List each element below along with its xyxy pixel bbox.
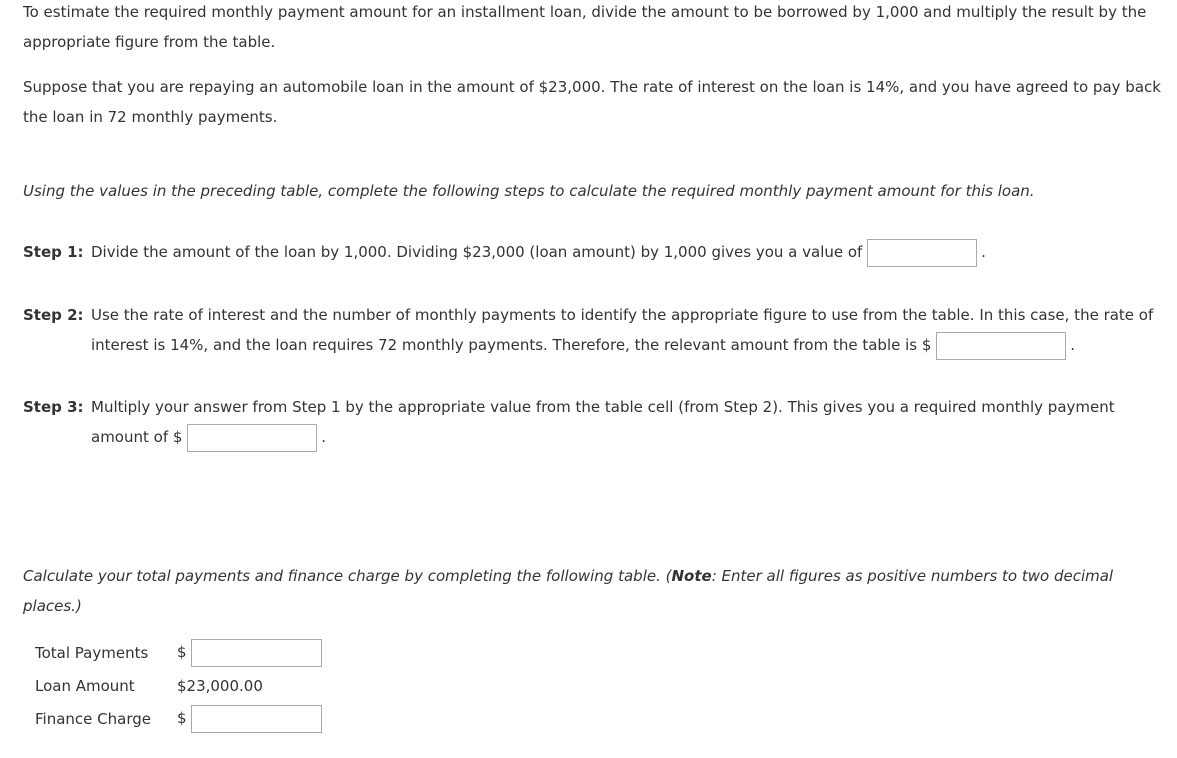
total-payments-input[interactable]	[191, 639, 322, 667]
table-row	[29, 636, 328, 669]
step-1	[23, 237, 1168, 267]
summary-table	[29, 636, 328, 735]
step-1-answer-input[interactable]	[867, 239, 977, 267]
step-2-text-line1: Use the rate of interest and the number of monthly payments to identify the appropriate figure to use from the table. In this case, the rate of	[91, 306, 1154, 324]
loan-amount-value: $23,000.00	[176, 676, 263, 695]
step-2	[23, 300, 1168, 360]
calc-note-label: Note	[671, 567, 712, 585]
finance-charge-input[interactable]	[191, 705, 322, 733]
step-2-period: .	[1070, 336, 1075, 354]
total-payments-dollar: $	[176, 643, 187, 661]
step-2-answer-input[interactable]	[936, 332, 1066, 360]
step-1-period: .	[981, 243, 986, 261]
finance-charge-dollar: $	[176, 709, 187, 727]
step-2-label: Step 2:	[23, 306, 84, 324]
calc-instructions-pre: Calculate your total payments and finance charge by completing the following table. (	[23, 567, 672, 585]
calc-instructions	[23, 561, 1163, 621]
step-1-text: Divide the amount of the loan by 1,000. Dividing $23,000 (loan amount) by 1,000 gives you a value of	[91, 243, 863, 261]
finance-charge-cell	[171, 702, 328, 735]
step-3-text-line1: Multiply your answer from Step 1 by the appropriate value from the table cell (from Step 2). This gives you a required monthly payment	[91, 398, 1115, 416]
steps-instructions: Using the values in the preceding table, complete the following steps to calculate the required monthly payment amount for this loan.	[23, 182, 1035, 200]
table-row	[29, 669, 328, 702]
step-3-answer-input[interactable]	[187, 424, 317, 452]
calc-instructions-post: : Enter all figures as positive numbers to two decimal places.)	[23, 567, 1114, 615]
step-2-text-line2: interest is 14%, and the loan requires 72 monthly payments. Therefore, the relevant amount from the table is $	[91, 336, 932, 354]
step-1-label: Step 1:	[23, 243, 84, 261]
step-3	[23, 392, 1168, 452]
step-3-period: .	[321, 428, 326, 446]
step-3-label: Step 3:	[23, 398, 84, 416]
step-3-text-line2: amount of $	[91, 428, 183, 446]
total-payments-label: Total Payments	[35, 643, 149, 662]
loan-amount-label: Loan Amount	[35, 676, 135, 695]
finance-charge-label: Finance Charge	[35, 709, 151, 728]
intro-paragraph-1: To estimate the required monthly payment amount for an installment loan, divide the amount to be borrowed by 1,000 and multiply the result by the appropriate figure from the table.	[23, 3, 1147, 51]
intro-paragraph-2: Suppose that you are repaying an automobile loan in the amount of $23,000. The rate of interest on the loan is 14%, and you have agreed to pay back the loan in 72 monthly payments.	[23, 78, 1161, 126]
table-row	[29, 702, 328, 735]
total-payments-cell	[171, 636, 328, 669]
